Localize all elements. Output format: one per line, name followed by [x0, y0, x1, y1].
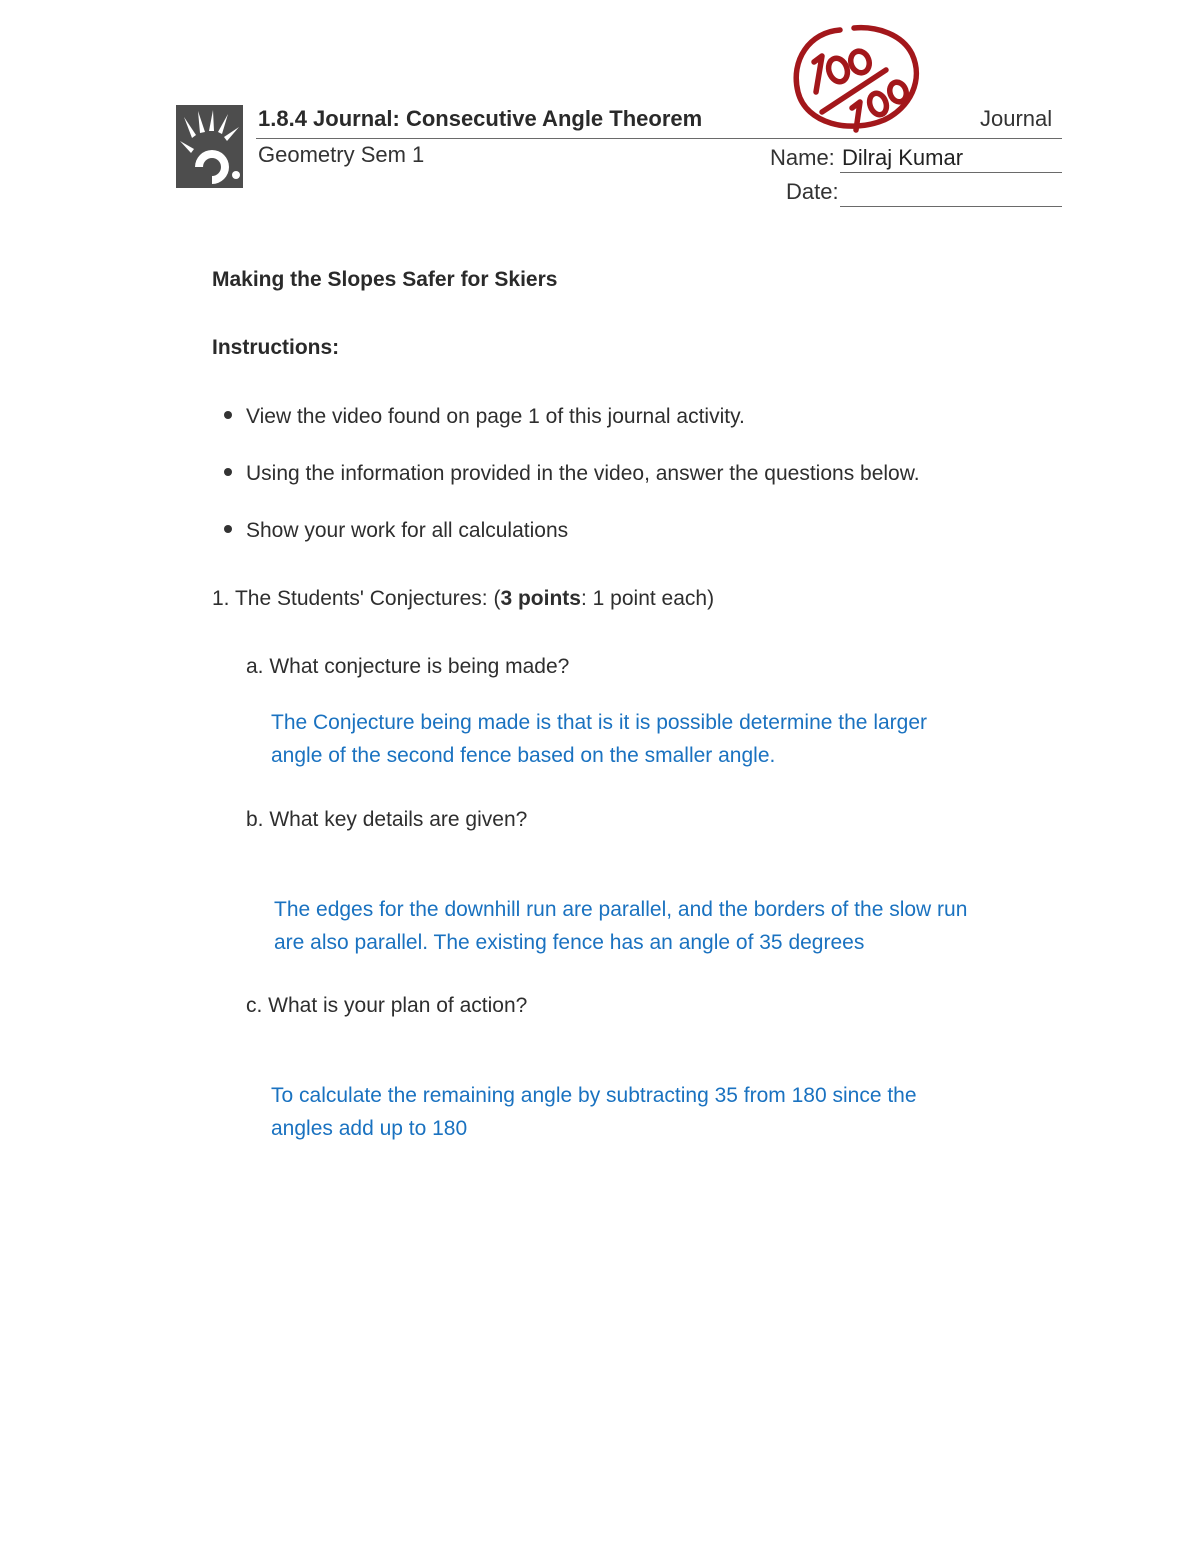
- answer-line: angles add up to 180: [271, 1117, 468, 1140]
- school-logo: [176, 105, 243, 188]
- header-divider: [256, 138, 1062, 139]
- question-text-end: : 1 point each): [580, 587, 715, 610]
- answer-line: angle of the second fence based on the smaller angle.: [271, 744, 776, 767]
- answer-part-c[interactable]: [271, 1079, 917, 1145]
- question-text-start: The Students' Conjectures: (: [234, 587, 501, 610]
- instruction-text: View the video found on page 1 of this journal activity.: [246, 405, 745, 428]
- course-name: Geometry Sem 1: [258, 142, 425, 167]
- bullet-icon: [224, 411, 232, 419]
- document-type-label: Journal: [980, 106, 1053, 131]
- question-part-c: c. What is your plan of action?: [246, 994, 528, 1017]
- name-field[interactable]: Dilraj Kumar: [842, 145, 964, 170]
- answer-part-a[interactable]: [271, 706, 927, 772]
- lightbulb-logo-icon: [176, 105, 243, 188]
- document-title: 1.8.4 Journal: Consecutive Angle Theorem: [258, 106, 703, 131]
- answer-line: The edges for the downhill run are parallel, and the borders of the slow run: [274, 898, 968, 921]
- answer-line: are also parallel. The existing fence has an angle of 35 degrees: [274, 931, 865, 954]
- bullet-icon: [224, 468, 232, 476]
- question-number: 1.: [212, 587, 230, 610]
- question-part-b: b. What key details are given?: [246, 808, 528, 831]
- instruction-text: Show your work for all calculations: [246, 519, 569, 542]
- date-field[interactable]: [840, 206, 1062, 207]
- instruction-text: Using the information provided in the video, answer the questions below.: [246, 462, 920, 485]
- instruction-item: [224, 519, 568, 543]
- name-underline: [840, 172, 1062, 173]
- name-label: Name:: [770, 145, 835, 170]
- instruction-item: [224, 405, 745, 429]
- date-label: Date:: [786, 179, 839, 204]
- bullet-icon: [224, 525, 232, 533]
- answer-part-b[interactable]: [274, 893, 967, 959]
- question-part-a: a. What conjecture is being made?: [246, 655, 570, 678]
- answer-line: The Conjecture being made is that is it is possible determine the larger: [271, 711, 928, 734]
- instruction-item: [224, 462, 920, 486]
- question-1: [212, 587, 714, 611]
- grade-100-stamp-icon: [780, 20, 928, 138]
- grade-stamp: [780, 20, 928, 138]
- question-points: 3 points: [500, 587, 581, 610]
- activity-heading: Making the Slopes Safer for Skiers: [212, 268, 558, 291]
- instructions-heading: Instructions:: [212, 336, 340, 359]
- answer-line: To calculate the remaining angle by subtracting 35 from 180 since the: [271, 1084, 917, 1107]
